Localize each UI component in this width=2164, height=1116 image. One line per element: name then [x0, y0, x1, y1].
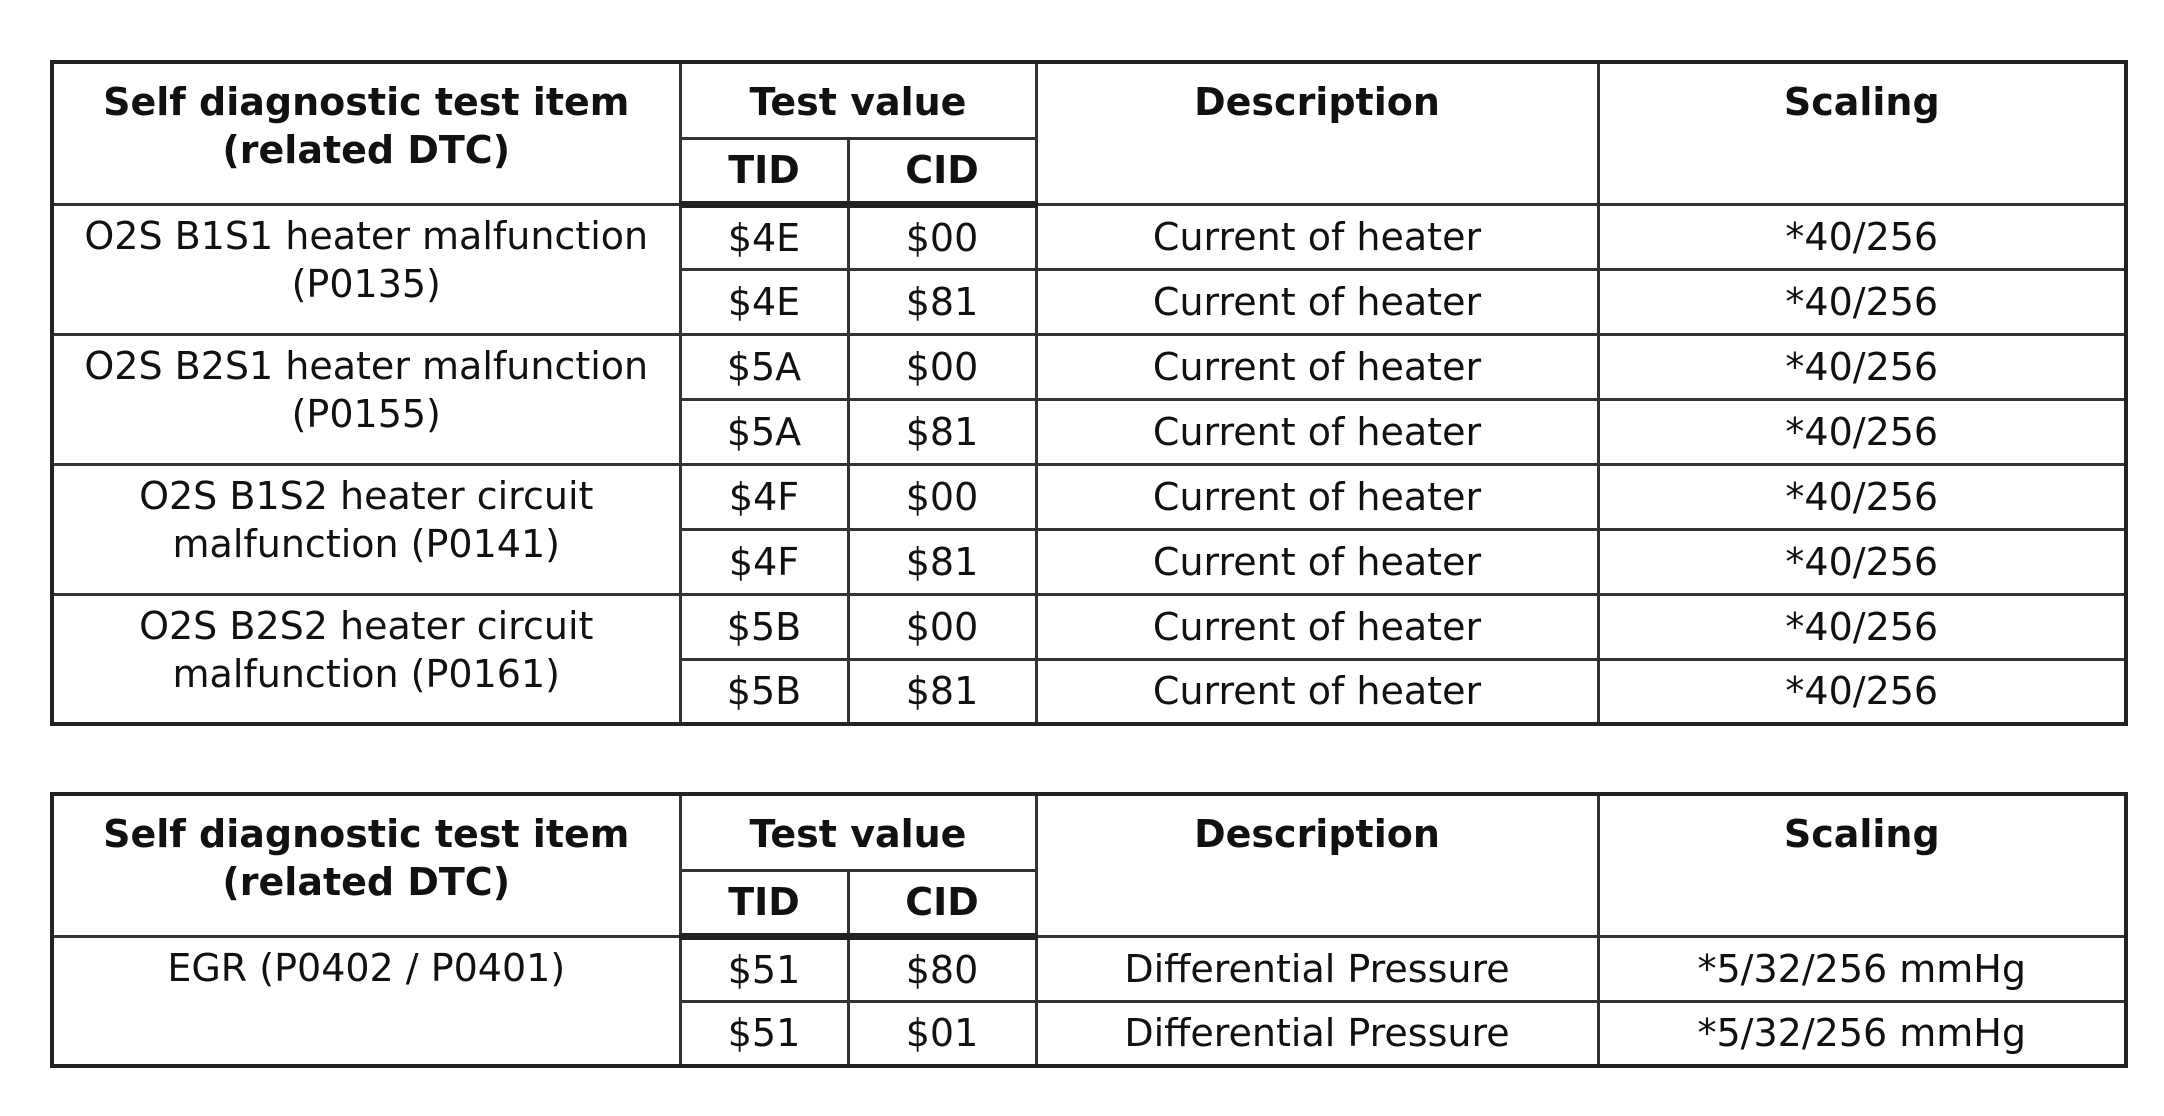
diagnostic-table-egr — [50, 792, 2128, 1068]
header-test-item-line2: (related DTC) — [222, 128, 511, 172]
tid-cell: $5B — [680, 659, 848, 724]
cid-cell: $81 — [848, 659, 1036, 724]
scaling-cell: *5/32/256 mmHg — [1598, 1001, 2126, 1066]
test-item-line2: (P0135) — [291, 261, 441, 306]
tid-cell: $4F — [680, 464, 848, 529]
header-test-item-line1: Self diagnostic test item — [103, 80, 630, 124]
test-item-cell — [52, 936, 680, 1066]
tid-cell: $5B — [680, 594, 848, 659]
test-item-line1: O2S B2S1 heater malfunction — [84, 343, 649, 388]
scaling-cell: *40/256 — [1598, 204, 2126, 269]
table-header — [52, 794, 2126, 936]
table-row — [52, 936, 2126, 1001]
header-scaling: Scaling — [1598, 794, 2126, 936]
header-test-item-line1: Self diagnostic test item — [103, 812, 630, 856]
header-description: Description — [1036, 62, 1598, 204]
tid-cell: $4E — [680, 204, 848, 269]
table-row — [52, 204, 2126, 269]
header-cid: CID — [848, 138, 1036, 204]
cid-cell: $00 — [848, 204, 1036, 269]
description-cell: Current of heater — [1036, 529, 1598, 594]
cid-cell: $80 — [848, 936, 1036, 1001]
scaling-cell: *40/256 — [1598, 399, 2126, 464]
cid-cell: $00 — [848, 464, 1036, 529]
test-item-line1: O2S B1S2 heater circuit — [139, 473, 594, 518]
description-cell: Differential Pressure — [1036, 936, 1598, 1001]
table-row — [52, 594, 2126, 659]
tid-cell: $51 — [680, 1001, 848, 1066]
tid-cell: $5A — [680, 399, 848, 464]
test-item-cell — [52, 594, 680, 724]
test-item-line2: (P0155) — [291, 391, 441, 436]
cid-cell: $81 — [848, 269, 1036, 334]
header-scaling: Scaling — [1598, 62, 2126, 204]
diagnostic-table-o2s-heater — [50, 60, 2128, 726]
cid-cell: $00 — [848, 594, 1036, 659]
test-item-cell — [52, 464, 680, 594]
header-test-value: Test value — [680, 794, 1036, 870]
scaling-cell: *40/256 — [1598, 659, 2126, 724]
test-item-line2: malfunction (P0141) — [172, 521, 560, 566]
description-cell: Current of heater — [1036, 464, 1598, 529]
table-row — [52, 464, 2126, 529]
test-item-line1: EGR (P0402 / P0401) — [167, 945, 566, 990]
header-test-item — [52, 794, 680, 936]
description-cell: Current of heater — [1036, 269, 1598, 334]
header-cid: CID — [848, 870, 1036, 936]
header-test-item-line2: (related DTC) — [222, 860, 511, 904]
cid-cell: $01 — [848, 1001, 1036, 1066]
scaling-cell: *40/256 — [1598, 334, 2126, 399]
tid-cell: $4E — [680, 269, 848, 334]
header-test-item — [52, 62, 680, 204]
table-header — [52, 62, 2126, 204]
scaling-cell: *40/256 — [1598, 594, 2126, 659]
tid-cell: $5A — [680, 334, 848, 399]
test-item-line2: malfunction (P0161) — [172, 651, 560, 696]
scaling-cell: *40/256 — [1598, 529, 2126, 594]
test-item-cell — [52, 204, 680, 334]
header-description: Description — [1036, 794, 1598, 936]
tid-cell: $51 — [680, 936, 848, 1001]
description-cell: Current of heater — [1036, 399, 1598, 464]
cid-cell: $81 — [848, 529, 1036, 594]
description-cell: Current of heater — [1036, 204, 1598, 269]
description-cell: Current of heater — [1036, 594, 1598, 659]
scaling-cell: *40/256 — [1598, 269, 2126, 334]
table-row — [52, 334, 2126, 399]
header-tid: TID — [680, 138, 848, 204]
description-cell: Differential Pressure — [1036, 1001, 1598, 1066]
test-item-line1: O2S B1S1 heater malfunction — [84, 213, 649, 258]
test-item-cell — [52, 334, 680, 464]
description-cell: Current of heater — [1036, 659, 1598, 724]
tid-cell: $4F — [680, 529, 848, 594]
cid-cell: $00 — [848, 334, 1036, 399]
cid-cell: $81 — [848, 399, 1036, 464]
test-item-line1: O2S B2S2 heater circuit — [139, 603, 594, 648]
scaling-cell: *5/32/256 mmHg — [1598, 936, 2126, 1001]
scaling-cell: *40/256 — [1598, 464, 2126, 529]
description-cell: Current of heater — [1036, 334, 1598, 399]
header-tid: TID — [680, 870, 848, 936]
header-test-value: Test value — [680, 62, 1036, 138]
